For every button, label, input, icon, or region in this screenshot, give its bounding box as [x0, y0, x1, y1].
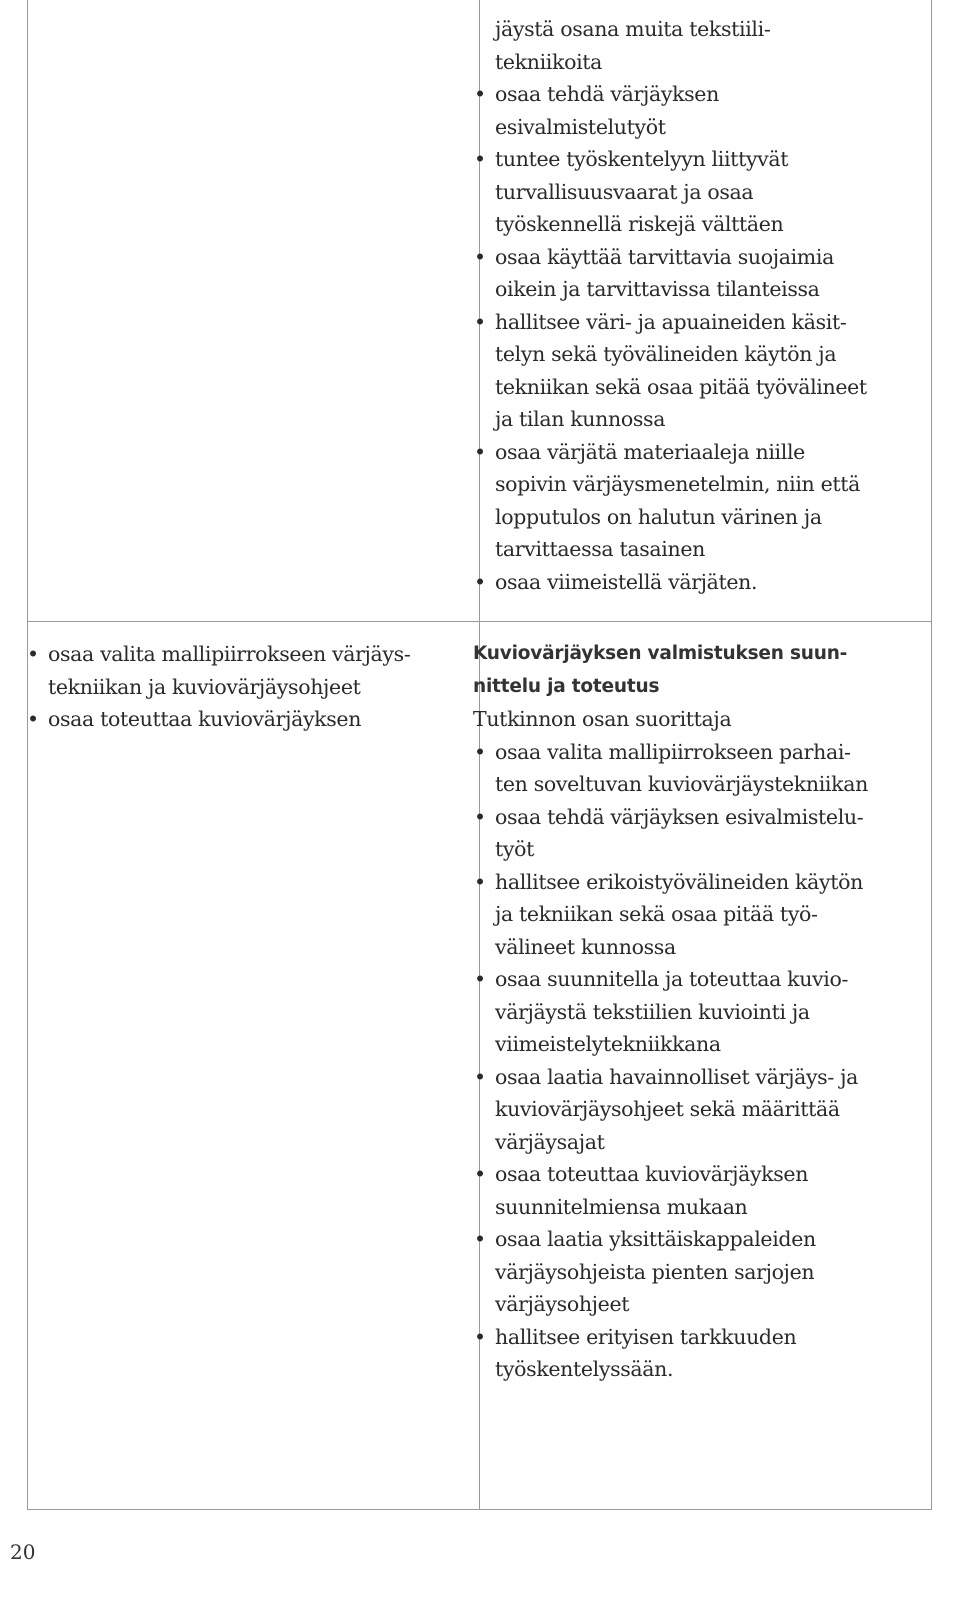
- subheading: Tutkinnon osan suorittaja: [473, 707, 732, 731]
- list-item: [473, 306, 893, 436]
- list-item-line: suunnitelmiensa mukaan: [495, 1194, 748, 1219]
- page-number: 20: [10, 1540, 36, 1564]
- list-item: [473, 78, 893, 143]
- list-item-line: värjäysajat: [495, 1129, 605, 1154]
- list-item-line: työskentelyssään.: [495, 1357, 674, 1381]
- list-item: [473, 436, 893, 566]
- list-item-line: • osaa valita mallipiirrokseen värjäys-: [48, 642, 411, 666]
- section-heading: [473, 638, 903, 703]
- list-item-line: • osaa tehdä värjäyksen: [495, 82, 719, 106]
- list-item-line: sopivin värjäysmenetelmin, niin että: [495, 472, 861, 496]
- list-item-line: • osaa suunnitella ja toteuttaa kuvio-: [495, 967, 849, 991]
- list-item-line: värjäystä tekstiilien kuviointi ja: [495, 999, 810, 1024]
- list-item: [473, 801, 903, 866]
- bullet-list: [26, 638, 450, 736]
- list-item-line: työt: [495, 837, 534, 861]
- list-item-line: värjäysohjeista pienten sarjojen: [495, 1259, 815, 1284]
- section-heading-line: Kuviovärjäyksen valmistuksen suun-: [473, 643, 848, 664]
- list-item-line: • osaa toteuttaa kuviovärjäyksen: [495, 1162, 809, 1186]
- list-item-line: ja tilan kunnossa: [495, 407, 666, 431]
- list-item-line: ja tekniikan sekä osaa pitää työ-: [495, 902, 818, 926]
- list-item: [473, 1321, 903, 1386]
- list-item: [473, 866, 903, 964]
- row-divider: [28, 621, 931, 622]
- list-item: [473, 1223, 903, 1321]
- list-item: [473, 963, 903, 1061]
- section-heading-line: nittelu ja toteutus: [473, 675, 660, 697]
- list-item-line: • osaa laatia havainnolliset värjäys- ja: [495, 1064, 858, 1089]
- list-item-line: tekniikan ja kuviovärjäysohjeet: [48, 674, 361, 699]
- list-item-line: • osaa värjätä materiaaleja niille: [495, 439, 805, 464]
- list-item-line: työskennellä riskejä välttäen: [495, 212, 784, 236]
- list-item: [473, 736, 903, 801]
- lower-right-cell: [473, 638, 903, 1386]
- list-item-line: kuviovärjäysohjeet sekä määrittää: [495, 1097, 840, 1121]
- upper-right-cell: [473, 13, 893, 598]
- list-item: [473, 143, 893, 241]
- list-item-line: värjäysohjeet: [495, 1292, 630, 1316]
- list-item-line: • osaa tehdä värjäyksen esivalmistelu-: [495, 804, 864, 829]
- list-item: [26, 638, 450, 703]
- list-item-line: esivalmistelutyöt: [495, 114, 666, 139]
- list-item-line: • hallitsee erikoistyövälineiden käytön: [495, 869, 863, 894]
- list-item: [26, 703, 450, 736]
- list-item-line: viimeistelytekniikkana: [495, 1032, 721, 1056]
- list-item-line: välineet kunnossa: [495, 934, 676, 959]
- list-item-line: oikein ja tarvittavissa tilanteissa: [495, 277, 820, 301]
- list-item-line: • osaa valita mallipiirrokseen parhai-: [495, 739, 851, 764]
- list-item-line: • osaa laatia yksittäiskappaleiden: [495, 1227, 816, 1251]
- list-item-line: • hallitsee väri- ja apuaineiden käsit-: [495, 309, 847, 334]
- continued-text-line: tekniikoita: [495, 49, 603, 74]
- list-item-line: telyn sekä työvälineiden käytön ja: [495, 342, 837, 366]
- list-item-line: tarvittaessa tasainen: [495, 537, 705, 561]
- list-item-line: • osaa käyttää tarvittavia suojaimia: [495, 244, 834, 269]
- list-item-line: ten soveltuvan kuviovärjäystekniikan: [495, 772, 868, 796]
- bullet-list: [473, 736, 903, 1386]
- list-item-line: turvallisuusvaarat ja osaa: [495, 179, 754, 204]
- list-item-line: • tuntee työskentelyyn liittyvät: [495, 147, 789, 171]
- list-item: [473, 1158, 903, 1223]
- list-item-line: tekniikan sekä osaa pitää työvälineet: [495, 374, 867, 399]
- list-item-line: lopputulos on halutun värinen ja: [495, 504, 822, 529]
- continued-text-line: jäystä osana muita tekstiili-: [495, 17, 771, 41]
- list-item-line: • hallitsee erityisen tarkkuuden: [495, 1324, 797, 1349]
- bullet-list: [473, 78, 893, 598]
- list-item-line: • osaa toteuttaa kuviovärjäyksen: [48, 707, 362, 731]
- list-item-line: • osaa viimeistellä värjäten.: [495, 569, 758, 594]
- list-item: [473, 566, 893, 599]
- list-item: [473, 1061, 903, 1159]
- list-item: [473, 241, 893, 306]
- lower-left-cell: [26, 638, 450, 736]
